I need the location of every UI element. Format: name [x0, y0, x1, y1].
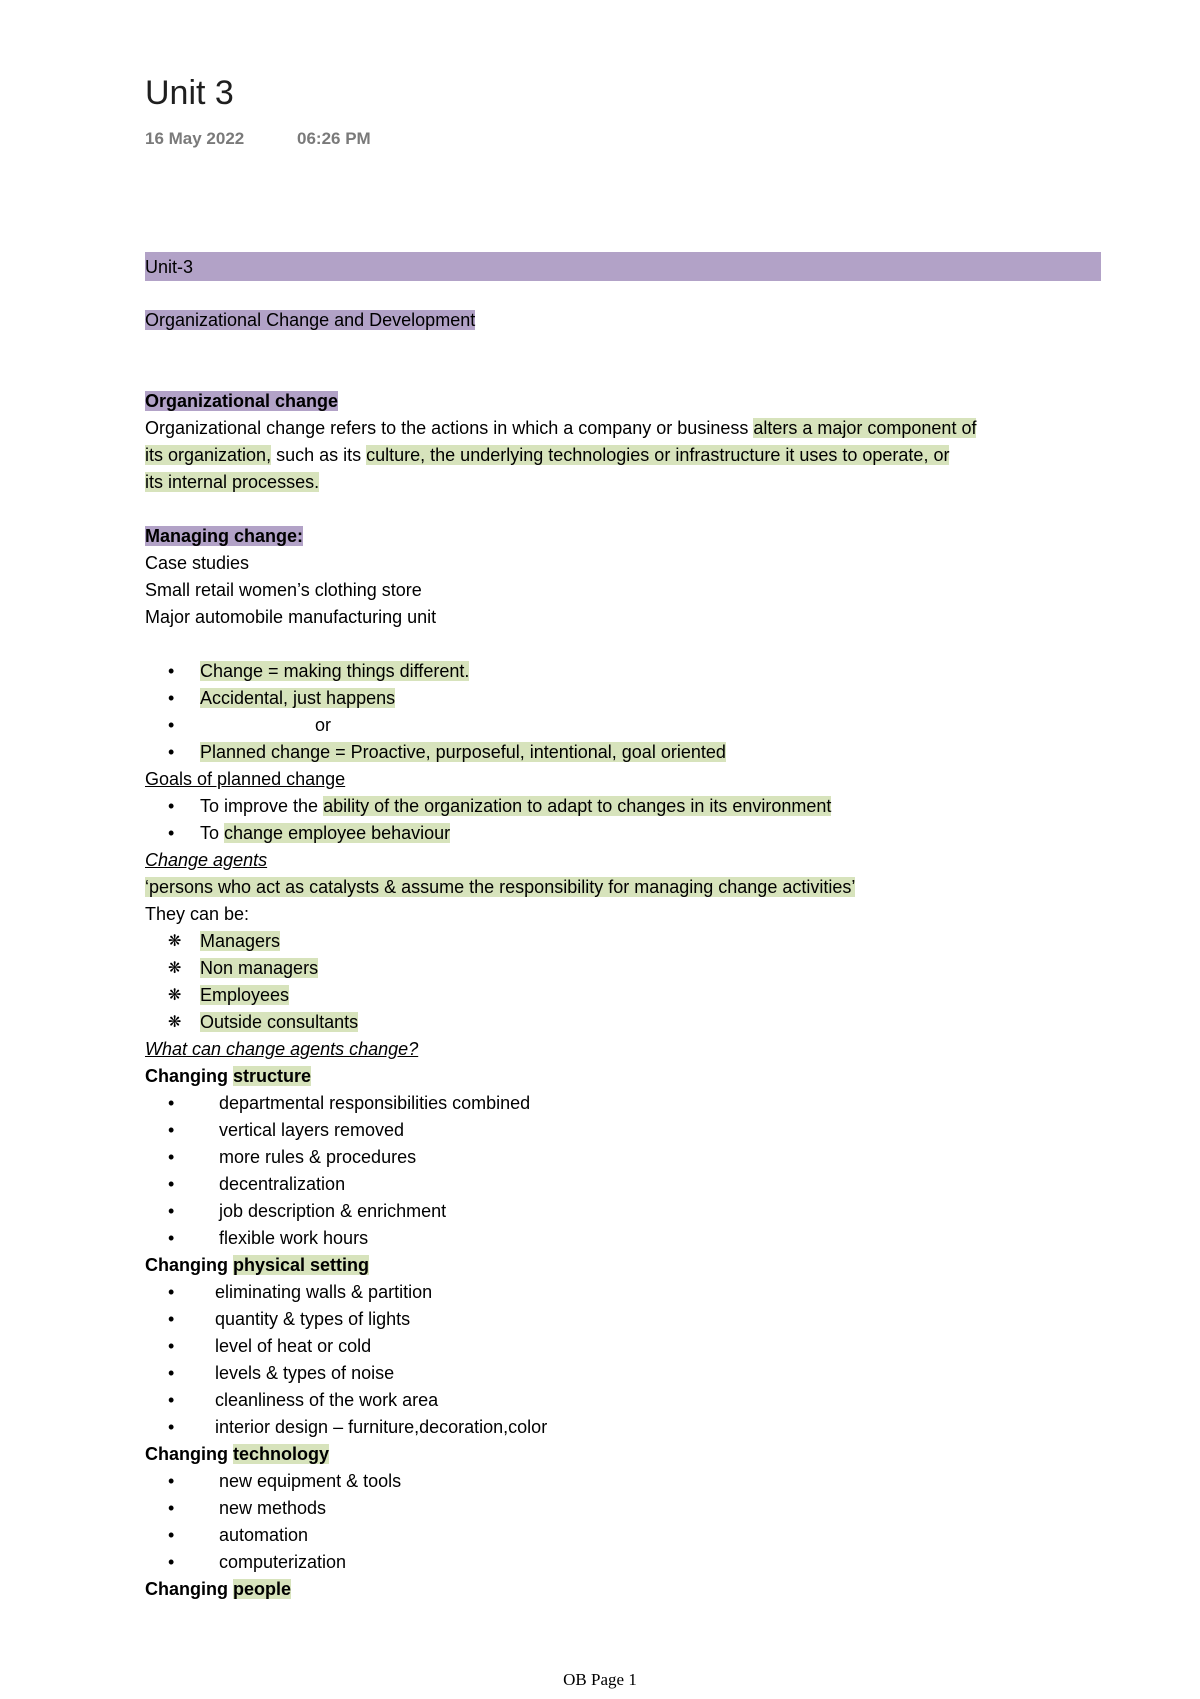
bullet-icon: • — [168, 1309, 175, 1329]
bullet-icon: • — [168, 1174, 175, 1194]
bullet-item: • Accidental, just happens — [145, 685, 1105, 712]
bullet-icon: • — [168, 742, 175, 762]
bullet-item: • more rules & procedures — [145, 1144, 1105, 1171]
bullet-item: • To improve the ability of the organization to adapt to changes in its environment — [145, 793, 1105, 820]
bullet-item: • vertical layers removed — [145, 1117, 1105, 1144]
people-heading: people — [233, 1579, 292, 1599]
bullet-icon: • — [168, 1471, 175, 1491]
bullet-item: • departmental responsibilities combined — [145, 1090, 1105, 1117]
change-agents-definition: ‘persons who act as catalysts & assume the responsibility for managing change activities’ — [145, 877, 856, 897]
page-date: 16 May 2022 — [145, 129, 245, 148]
what-can-change-title: What can change agents change? — [145, 1039, 419, 1059]
goals-title: Goals of planned change — [145, 769, 346, 789]
change-agents-title: Change agents — [145, 850, 268, 870]
bullet-icon: • — [168, 823, 175, 843]
heading-line — [145, 307, 1105, 334]
bullet-icon: • — [168, 1228, 175, 1248]
bullet-item: • job description & enrichment — [145, 1198, 1105, 1225]
star-item: ❋ Non managers — [145, 955, 1105, 982]
bullet-item: • Planned change = Proactive, purposeful, intentional, goal oriented — [145, 739, 1105, 766]
star-item: ❋ Outside consultants — [145, 1009, 1105, 1036]
unit-label-bar — [145, 252, 1101, 281]
bullet-icon: • — [168, 1093, 175, 1113]
bullet-item: • Change = making things different. — [145, 658, 1105, 685]
bullet-icon: • — [168, 688, 175, 708]
list-item: Major automobile manufacturing unit — [145, 607, 437, 627]
page-title: Unit 3 — [145, 74, 234, 112]
unit-label: Unit-3 — [145, 257, 194, 277]
they-can-be: They can be: — [145, 904, 250, 924]
section-heading: Organizational Change and Development — [145, 310, 476, 330]
org-change-title: Organizational change — [145, 391, 339, 411]
highlight: its internal processes. — [145, 472, 320, 492]
highlight: its organization, — [145, 445, 272, 465]
bullet-item: • quantity & types of lights — [145, 1306, 1105, 1333]
bullet-item: • To change employee behaviour — [145, 820, 1105, 847]
bullet-icon: • — [168, 1120, 175, 1140]
bullet-item: • cleanliness of the work area — [145, 1387, 1105, 1414]
bullet-item: • or — [145, 712, 1105, 739]
bullet-icon: • — [168, 1552, 175, 1572]
technology-heading: technology — [233, 1444, 330, 1464]
star-item: ❋ Managers — [145, 928, 1105, 955]
bullet-item: • automation — [145, 1522, 1105, 1549]
bullet-icon: • — [168, 1201, 175, 1221]
bullet-icon: • — [168, 1417, 175, 1437]
star-bullet-icon: ❋ — [168, 933, 182, 950]
star-bullet-icon: ❋ — [168, 987, 182, 1004]
bullet-icon: • — [168, 1336, 175, 1356]
bullet-icon: • — [168, 661, 175, 681]
page-time: 06:26 PM — [297, 129, 371, 148]
page-footer: OB Page 1 — [563, 1670, 637, 1689]
structure-heading: structure — [233, 1066, 312, 1086]
bullet-icon: • — [168, 1282, 175, 1302]
bullet-item: • level of heat or cold — [145, 1333, 1105, 1360]
highlight: alters a major component of — [753, 418, 977, 438]
highlight: change employee behaviour — [224, 823, 451, 843]
bullet-item: • levels & types of noise — [145, 1360, 1105, 1387]
list-item: Small retail women’s clothing store — [145, 580, 422, 600]
bullet-icon: • — [168, 796, 175, 816]
bullet-icon: • — [168, 715, 175, 735]
highlight: ability of the organization to adapt to changes in its environment — [323, 796, 832, 816]
org-change-text: such as its — [271, 445, 367, 465]
managing-change-title: Managing change: — [145, 526, 304, 546]
list-item: Case studies — [145, 553, 250, 573]
note-body: Organizational Change and Development Organizational change Organizational change refers to the actions in which a company or business alters a major component of its organization, such as its culture, the underlying technologies or infrastructure it uses to operate, or its internal processes. Managing change: Case studies Small retail women’s clothing store Major automobile manufacturing unit • Change = making things different. • Accidental, just happens • or • Planned change = Proactive, purposeful, intentional, goal oriented Goals of planned change • To improve the ability of the organization to adapt to changes in its environment • To change employee behaviour Change agents ‘persons who act as catalysts & assume the responsibility for managing change activities’ They can be: ❋ Managers ❋ Non managers ❋ Employees ❋ Outside consultants What can change agents change? Changing structure • departmental responsibilities combined • vertical layers removed • more rules & procedures • decentralization • job description & enrichment • flexible work hours Changing physical setting • eliminating walls & partition • quantity & types of lights • level of heat or cold • levels & types of noise • cleanliness of the work area • interior design – furniture,decoration,color Changing technology • new equipment & tools • new methods • automation • computerization Changing people — [145, 307, 1105, 1603]
bullet-item: • interior design – furniture,decoration,color — [145, 1414, 1105, 1441]
star-bullet-icon: ❋ — [168, 1014, 182, 1031]
physical-setting-heading: physical setting — [233, 1255, 370, 1275]
bullet-item: • new equipment & tools — [145, 1468, 1105, 1495]
bullet-icon: • — [168, 1390, 175, 1410]
bullet-item: • eliminating walls & partition — [145, 1279, 1105, 1306]
bullet-icon: • — [168, 1525, 175, 1545]
star-bullet-icon: ❋ — [168, 960, 182, 977]
bullet-item: • new methods — [145, 1495, 1105, 1522]
bullet-icon: • — [168, 1363, 175, 1383]
bullet-item: • decentralization — [145, 1171, 1105, 1198]
highlight: culture, the underlying technologies or infrastructure it uses to operate, or — [366, 445, 950, 465]
bullet-icon: • — [168, 1147, 175, 1167]
bullet-icon: • — [168, 1498, 175, 1518]
bullet-item: • computerization — [145, 1549, 1105, 1576]
bullet-item: • flexible work hours — [145, 1225, 1105, 1252]
star-item: ❋ Employees — [145, 982, 1105, 1009]
org-change-text: Organizational change refers to the actions in which a company or business — [145, 418, 754, 438]
